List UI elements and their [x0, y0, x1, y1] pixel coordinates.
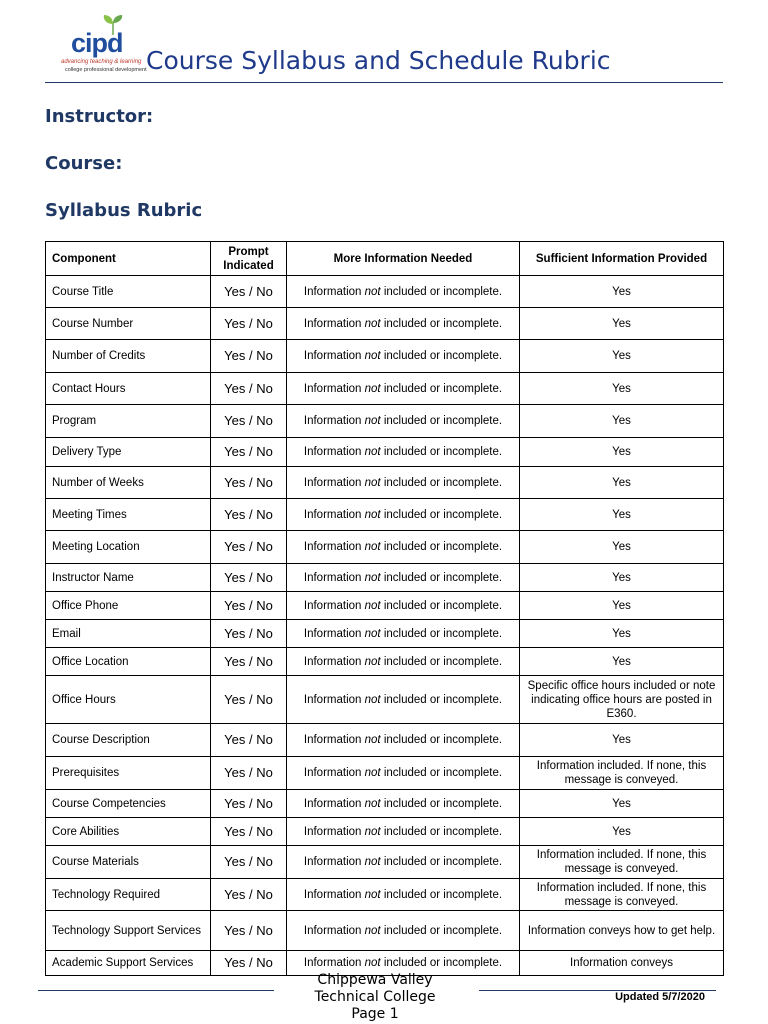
- more-info-cell: [287, 467, 520, 499]
- column-header: Sufficient Information Provided: [520, 242, 724, 276]
- more-info-cell: [287, 879, 520, 911]
- more-info-suffix: included or incomplete.: [380, 693, 503, 706]
- college-name: Chippewa Valley Technical College: [314, 972, 436, 1005]
- prompt-cell: Yes / No: [211, 340, 287, 373]
- table-row: [46, 790, 724, 818]
- table-row: [46, 648, 724, 676]
- more-info-suffix: included or incomplete.: [380, 571, 503, 584]
- more-info-prefix: Information: [303, 415, 365, 427]
- prompt-cell: Yes / No: [211, 405, 287, 438]
- more-info-cell: [287, 592, 520, 620]
- more-info-suffix: included or incomplete.: [380, 924, 503, 937]
- component-cell: Course Materials: [46, 846, 211, 879]
- more-info-prefix: Information: [303, 825, 365, 838]
- more-info-prefix: Information: [303, 767, 365, 779]
- more-info-prefix: Information: [303, 285, 365, 298]
- more-info-not: not: [364, 571, 381, 584]
- more-info-not: not: [364, 627, 381, 640]
- logo-subtagline: college professional development: [65, 67, 147, 73]
- more-info-cell: [287, 846, 520, 879]
- more-info-not: not: [364, 285, 381, 298]
- sufficient-info-cell: Information included. If none, this message is conveyed.: [520, 846, 724, 879]
- sufficient-info-cell: Yes: [520, 818, 724, 846]
- more-info-suffix: included or incomplete.: [380, 415, 503, 427]
- prompt-cell: Yes / No: [211, 308, 287, 340]
- component-cell: Technology Required: [46, 879, 211, 911]
- table-row: [46, 340, 724, 373]
- table-row: [46, 818, 724, 846]
- sufficient-info-cell: Yes: [520, 499, 724, 531]
- component-cell: Office Location: [46, 648, 211, 676]
- prompt-cell: Yes / No: [211, 564, 287, 592]
- prompt-cell: Yes / No: [211, 373, 287, 405]
- more-info-suffix: included or incomplete.: [380, 446, 503, 458]
- more-info-suffix: included or incomplete.: [380, 957, 503, 969]
- component-cell: Meeting Times: [46, 499, 211, 531]
- rubric-body: [46, 276, 724, 976]
- prompt-cell: Yes / No: [211, 620, 287, 648]
- more-info-prefix: Information: [303, 655, 365, 668]
- more-info-suffix: included or incomplete.: [380, 627, 503, 640]
- sufficient-info-cell: Yes: [520, 531, 724, 564]
- more-info-not: not: [364, 415, 381, 427]
- sufficient-info-cell: Yes: [520, 620, 724, 648]
- component-cell: Office Phone: [46, 592, 211, 620]
- component-cell: Prerequisites: [46, 757, 211, 790]
- table-row: [46, 438, 724, 467]
- prompt-cell: Yes / No: [211, 676, 287, 724]
- sufficient-info-cell: Yes: [520, 467, 724, 499]
- prompt-cell: Yes / No: [211, 911, 287, 951]
- prompt-cell: Yes / No: [211, 648, 287, 676]
- more-info-prefix: Information: [303, 856, 365, 868]
- more-info-cell: [287, 373, 520, 405]
- updated-date: Updated 5/7/2020: [615, 991, 705, 1003]
- component-cell: Number of Credits: [46, 340, 211, 373]
- more-info-cell: [287, 790, 520, 818]
- more-info-cell: [287, 438, 520, 467]
- footer-college: [300, 972, 450, 1023]
- instructor-label: Instructor:: [45, 106, 154, 127]
- prompt-cell: Yes / No: [211, 790, 287, 818]
- prompt-cell: Yes / No: [211, 879, 287, 911]
- more-info-not: not: [364, 767, 381, 779]
- more-info-cell: [287, 757, 520, 790]
- table-row: [46, 592, 724, 620]
- more-info-cell: [287, 676, 520, 724]
- sufficient-info-cell: Yes: [520, 276, 724, 308]
- component-cell: Office Hours: [46, 676, 211, 724]
- more-info-prefix: Information: [303, 508, 365, 521]
- more-info-not: not: [364, 655, 381, 668]
- component-cell: Delivery Type: [46, 438, 211, 467]
- more-info-suffix: included or incomplete.: [380, 317, 503, 330]
- more-info-suffix: included or incomplete.: [380, 285, 503, 298]
- component-cell: Program: [46, 405, 211, 438]
- prompt-cell: Yes / No: [211, 438, 287, 467]
- prompt-cell: Yes / No: [211, 276, 287, 308]
- more-info-not: not: [364, 382, 381, 395]
- table-row: [46, 373, 724, 405]
- more-info-suffix: included or incomplete.: [380, 734, 503, 746]
- sufficient-info-cell: Information conveys: [520, 951, 724, 976]
- more-info-not: not: [364, 693, 381, 706]
- more-info-suffix: included or incomplete.: [380, 767, 503, 779]
- more-info-not: not: [364, 446, 381, 458]
- prompt-cell: Yes / No: [211, 467, 287, 499]
- more-info-suffix: included or incomplete.: [380, 797, 503, 810]
- more-info-suffix: included or incomplete.: [380, 856, 503, 868]
- more-info-suffix: included or incomplete.: [380, 888, 503, 901]
- section-heading: Syllabus Rubric: [45, 200, 203, 221]
- more-info-suffix: included or incomplete.: [380, 476, 503, 489]
- more-info-not: not: [364, 508, 381, 521]
- prompt-cell: Yes / No: [211, 592, 287, 620]
- more-info-prefix: Information: [303, 627, 365, 640]
- component-cell: Email: [46, 620, 211, 648]
- prompt-cell: Yes / No: [211, 531, 287, 564]
- cipd-logo: [57, 14, 147, 80]
- prompt-cell: Yes / No: [211, 951, 287, 976]
- more-info-prefix: Information: [303, 599, 365, 612]
- more-info-not: not: [364, 541, 381, 553]
- page-header: [45, 12, 723, 83]
- more-info-cell: [287, 499, 520, 531]
- more-info-suffix: included or incomplete.: [380, 599, 503, 612]
- more-info-not: not: [364, 856, 381, 868]
- more-info-not: not: [364, 888, 381, 901]
- sufficient-info-cell: Specific office hours included or note indicating office hours are posted in E360.: [520, 676, 724, 724]
- sufficient-info-cell: Information included. If none, this message is conveyed.: [520, 757, 724, 790]
- component-cell: Course Number: [46, 308, 211, 340]
- more-info-prefix: Information: [303, 382, 365, 395]
- prompt-cell: Yes / No: [211, 757, 287, 790]
- table-row: [46, 531, 724, 564]
- more-info-not: not: [364, 825, 381, 838]
- component-cell: Course Description: [46, 724, 211, 757]
- more-info-not: not: [364, 599, 381, 612]
- column-header: More Information Needed: [287, 242, 520, 276]
- sufficient-info-cell: Yes: [520, 592, 724, 620]
- table-row: [46, 405, 724, 438]
- table-row: [46, 724, 724, 757]
- component-cell: Technology Support Services: [46, 911, 211, 951]
- more-info-not: not: [364, 476, 381, 489]
- prompt-cell: Yes / No: [211, 724, 287, 757]
- component-cell: Course Title: [46, 276, 211, 308]
- more-info-prefix: Information: [303, 888, 365, 901]
- component-cell: Meeting Location: [46, 531, 211, 564]
- more-info-not: not: [364, 957, 381, 969]
- table-row: [46, 676, 724, 724]
- column-header: Prompt Indicated: [211, 242, 287, 276]
- component-cell: Core Abilities: [46, 818, 211, 846]
- sufficient-info-cell: Information included. If none, this message is conveyed.: [520, 879, 724, 911]
- table-row: [46, 911, 724, 951]
- page-number: Page 1: [351, 1006, 399, 1022]
- more-info-not: not: [364, 350, 381, 362]
- prompt-cell: Yes / No: [211, 846, 287, 879]
- logo-tagline: advancing teaching & learning: [61, 59, 142, 65]
- more-info-not: not: [364, 734, 381, 746]
- more-info-prefix: Information: [303, 693, 365, 706]
- sufficient-info-cell: Yes: [520, 564, 724, 592]
- table-row: [46, 564, 724, 592]
- sufficient-info-cell: Yes: [520, 438, 724, 467]
- table-header-row: [46, 242, 724, 276]
- sufficient-info-cell: Information conveys how to get help.: [520, 911, 724, 951]
- component-cell: Instructor Name: [46, 564, 211, 592]
- more-info-cell: [287, 648, 520, 676]
- more-info-prefix: Information: [303, 541, 365, 553]
- prompt-cell: Yes / No: [211, 499, 287, 531]
- more-info-not: not: [364, 797, 381, 810]
- more-info-prefix: Information: [303, 476, 365, 489]
- more-info-prefix: Information: [303, 446, 365, 458]
- logo-wordmark: cipd: [71, 28, 123, 58]
- component-cell: Academic Support Services: [46, 951, 211, 976]
- table-row: [46, 276, 724, 308]
- more-info-suffix: included or incomplete.: [380, 655, 503, 668]
- component-cell: Number of Weeks: [46, 467, 211, 499]
- sufficient-info-cell: Yes: [520, 648, 724, 676]
- column-header: Component: [46, 242, 211, 276]
- sufficient-info-cell: Yes: [520, 724, 724, 757]
- table-row: [46, 846, 724, 879]
- sufficient-info-cell: Yes: [520, 340, 724, 373]
- sufficient-info-cell: Yes: [520, 790, 724, 818]
- table-row: [46, 757, 724, 790]
- more-info-suffix: included or incomplete.: [380, 541, 503, 553]
- more-info-not: not: [364, 317, 381, 330]
- more-info-cell: [287, 531, 520, 564]
- more-info-suffix: included or incomplete.: [380, 825, 503, 838]
- more-info-prefix: Information: [303, 571, 365, 584]
- document-title: Course Syllabus and Schedule Rubric: [146, 46, 611, 75]
- course-label: Course:: [45, 153, 123, 174]
- rubric-table: [45, 241, 724, 976]
- more-info-prefix: Information: [303, 924, 365, 937]
- more-info-cell: [287, 724, 520, 757]
- more-info-prefix: Information: [303, 350, 365, 362]
- prompt-cell: Yes / No: [211, 818, 287, 846]
- sufficient-info-cell: Yes: [520, 373, 724, 405]
- table-row: [46, 467, 724, 499]
- more-info-prefix: Information: [303, 797, 365, 810]
- more-info-prefix: Information: [303, 957, 365, 969]
- more-info-prefix: Information: [303, 734, 365, 746]
- more-info-cell: [287, 276, 520, 308]
- more-info-cell: [287, 911, 520, 951]
- component-cell: Course Competencies: [46, 790, 211, 818]
- component-cell: Contact Hours: [46, 373, 211, 405]
- sufficient-info-cell: Yes: [520, 308, 724, 340]
- table-row: [46, 879, 724, 911]
- table-row: [46, 620, 724, 648]
- more-info-cell: [287, 818, 520, 846]
- more-info-cell: [287, 564, 520, 592]
- more-info-suffix: included or incomplete.: [380, 508, 503, 521]
- more-info-cell: [287, 620, 520, 648]
- more-info-suffix: included or incomplete.: [380, 382, 503, 395]
- more-info-cell: [287, 405, 520, 438]
- footer-divider-left: [38, 990, 274, 991]
- more-info-cell: [287, 308, 520, 340]
- more-info-not: not: [364, 924, 381, 937]
- more-info-cell: [287, 340, 520, 373]
- more-info-suffix: included or incomplete.: [380, 350, 503, 362]
- more-info-prefix: Information: [303, 317, 365, 330]
- sufficient-info-cell: Yes: [520, 405, 724, 438]
- table-row: [46, 308, 724, 340]
- table-row: [46, 499, 724, 531]
